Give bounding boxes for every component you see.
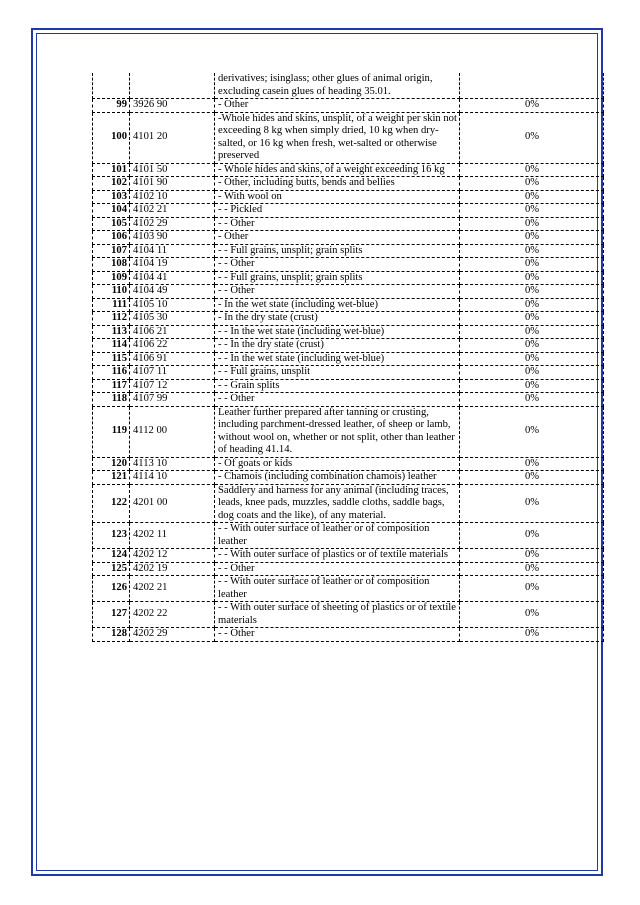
hs-code-cell: 4104 49 [130, 285, 215, 299]
tariff-rate-cell: 0% [460, 190, 604, 204]
table-row [93, 393, 604, 407]
description-cell: - In the dry state (crust) [215, 312, 460, 326]
table-row [93, 204, 604, 218]
tariff-rate-cell: 0% [460, 562, 604, 576]
table-row [93, 379, 604, 393]
description-cell: - Other, including butts, bends and bellies [215, 177, 460, 191]
row-number-cell: 115 [93, 352, 130, 366]
table-row [93, 366, 604, 380]
hs-code-cell: 4106 22 [130, 339, 215, 353]
hs-code-cell: 4101 50 [130, 163, 215, 177]
description-cell: - - In the wet state (including wet-blue) [215, 352, 460, 366]
hs-code-cell: 4114 10 [130, 471, 215, 485]
hs-code-cell: 4107 99 [130, 393, 215, 407]
row-number-cell: 101 [93, 163, 130, 177]
tariff-rate-cell: 0% [460, 99, 604, 113]
description-cell: - - Other [215, 217, 460, 231]
table-row [93, 285, 604, 299]
table-row [93, 352, 604, 366]
row-number-cell: 103 [93, 190, 130, 204]
description-cell: Saddlery and harness for any animal (including traces, leads, knee pads, muzzles, saddle cloths, saddle bags, dog coats and the like), of any material. [215, 484, 460, 523]
table-row [93, 549, 604, 563]
tariff-rate-cell: 0% [460, 352, 604, 366]
hs-code-cell: 4107 11 [130, 366, 215, 380]
hs-code-cell: 4106 91 [130, 352, 215, 366]
table-row [93, 484, 604, 523]
description-cell: - - Other [215, 628, 460, 642]
description-cell: - Other [215, 231, 460, 245]
table-row [93, 99, 604, 113]
table-row [93, 231, 604, 245]
hs-code-cell: 4107 12 [130, 379, 215, 393]
hs-code-cell: 4202 19 [130, 562, 215, 576]
hs-code-cell: 4102 29 [130, 217, 215, 231]
row-number-cell: 107 [93, 244, 130, 258]
description-cell: - - Full grains, unsplit; grain splits [215, 271, 460, 285]
row-number-cell: 102 [93, 177, 130, 191]
row-number-cell: 99 [93, 99, 130, 113]
tariff-rate-cell: 0% [460, 298, 604, 312]
row-number-cell: 113 [93, 325, 130, 339]
tariff-rate-cell: 0% [460, 602, 604, 628]
row-number-cell: 109 [93, 271, 130, 285]
hs-code-cell: 3926 90 [130, 99, 215, 113]
tariff-rate-cell: 0% [460, 163, 604, 177]
table-row [93, 562, 604, 576]
tariff-rate-cell [460, 73, 604, 99]
row-number-cell: 128 [93, 628, 130, 642]
row-number-cell: 124 [93, 549, 130, 563]
table-row [93, 339, 604, 353]
description-cell: - Other [215, 99, 460, 113]
description-cell: - - With outer surface of leather or of composition leather [215, 576, 460, 602]
hs-code-cell [130, 73, 215, 99]
table-row [93, 457, 604, 471]
hs-code-cell: 4102 21 [130, 204, 215, 218]
row-number-cell: 112 [93, 312, 130, 326]
row-number-cell: 119 [93, 406, 130, 457]
description-cell: -Whole hides and skins, unsplit, of a weight per skin not exceeding 8 kg when simply dried, 10 kg when dry-salted, or 16 kg when fresh, wet-salted or otherwise preserved [215, 112, 460, 163]
description-cell: - - With outer surface of plastics or of textile materials [215, 549, 460, 563]
tariff-rate-cell: 0% [460, 339, 604, 353]
row-number-cell: 118 [93, 393, 130, 407]
tariff-rate-cell: 0% [460, 576, 604, 602]
hs-code-cell: 4104 11 [130, 244, 215, 258]
row-number-cell: 122 [93, 484, 130, 523]
tariff-rate-cell: 0% [460, 112, 604, 163]
table-row [93, 73, 604, 99]
hs-code-cell: 4104 19 [130, 258, 215, 272]
table-row [93, 471, 604, 485]
row-number-cell: 110 [93, 285, 130, 299]
description-cell: - - Other [215, 562, 460, 576]
tariff-rate-cell: 0% [460, 457, 604, 471]
description-cell: Leather further prepared after tanning or crusting, including parchment-dressed leather, of sheep or lamb, without wool on, whether or not split, other than leather of heading 41.14. [215, 406, 460, 457]
tariff-rate-cell: 0% [460, 244, 604, 258]
hs-code-cell: 4112 00 [130, 406, 215, 457]
description-cell: derivatives; isinglass; other glues of animal origin, excluding casein glues of heading 35.01. [215, 73, 460, 99]
tariff-rate-cell: 0% [460, 406, 604, 457]
description-cell: - - With outer surface of leather or of composition leather [215, 523, 460, 549]
table-row [93, 258, 604, 272]
tariff-rate-cell: 0% [460, 393, 604, 407]
description-cell: - Chamois (including combination chamois) leather [215, 471, 460, 485]
tariff-rate-cell: 0% [460, 471, 604, 485]
description-cell: - - In the dry state (crust) [215, 339, 460, 353]
hs-code-cell: 4103 90 [130, 231, 215, 245]
description-cell: - Whole hides and skins, of a weight exceeding 16 kg [215, 163, 460, 177]
tariff-rate-cell: 0% [460, 258, 604, 272]
tariff-table-body [93, 73, 604, 641]
tariff-rate-cell: 0% [460, 325, 604, 339]
tariff-rate-cell: 0% [460, 204, 604, 218]
hs-code-cell: 4106 21 [130, 325, 215, 339]
tariff-rate-cell: 0% [460, 285, 604, 299]
description-cell: - - In the wet state (including wet-blue) [215, 325, 460, 339]
row-number-cell: 121 [93, 471, 130, 485]
tariff-rate-cell: 0% [460, 231, 604, 245]
hs-code-cell: 4102 10 [130, 190, 215, 204]
row-number-cell: 116 [93, 366, 130, 380]
tariff-rate-cell: 0% [460, 628, 604, 642]
table-row [93, 298, 604, 312]
tariff-rate-cell: 0% [460, 312, 604, 326]
tariff-rate-cell: 0% [460, 366, 604, 380]
row-number-cell: 111 [93, 298, 130, 312]
table-row [93, 271, 604, 285]
hs-code-cell: 4202 29 [130, 628, 215, 642]
hs-code-cell: 4202 12 [130, 549, 215, 563]
row-number-cell: 114 [93, 339, 130, 353]
row-number-cell: 125 [93, 562, 130, 576]
table-row [93, 312, 604, 326]
hs-code-cell: 4105 30 [130, 312, 215, 326]
table-row [93, 523, 604, 549]
table-row [93, 406, 604, 457]
description-cell: - - Other [215, 258, 460, 272]
row-number-cell: 126 [93, 576, 130, 602]
table-row [93, 177, 604, 191]
description-cell: - With wool on [215, 190, 460, 204]
hs-code-cell: 4105 10 [130, 298, 215, 312]
description-cell: - - Full grains, unsplit; grain splits [215, 244, 460, 258]
row-number-cell [93, 73, 130, 99]
table-row [93, 325, 604, 339]
row-number-cell: 108 [93, 258, 130, 272]
table-row [93, 576, 604, 602]
tariff-rate-cell: 0% [460, 523, 604, 549]
description-cell: - - Other [215, 285, 460, 299]
table-row [93, 190, 604, 204]
table-row [93, 217, 604, 231]
table-row [93, 112, 604, 163]
hs-code-cell: 4104 41 [130, 271, 215, 285]
row-number-cell: 100 [93, 112, 130, 163]
hs-code-cell: 4202 21 [130, 576, 215, 602]
tariff-rate-cell: 0% [460, 484, 604, 523]
description-cell: - - Full grains, unsplit [215, 366, 460, 380]
description-cell: - Of goats or kids [215, 457, 460, 471]
row-number-cell: 106 [93, 231, 130, 245]
tariff-rate-cell: 0% [460, 177, 604, 191]
hs-code-cell: 4202 11 [130, 523, 215, 549]
table-row [93, 628, 604, 642]
table-row [93, 602, 604, 628]
table-row [93, 244, 604, 258]
hs-code-cell: 4101 90 [130, 177, 215, 191]
description-cell: - In the wet state (including wet-blue) [215, 298, 460, 312]
description-cell: - - Other [215, 393, 460, 407]
table-row [93, 163, 604, 177]
description-cell: - - Grain splits [215, 379, 460, 393]
tariff-table [92, 73, 604, 642]
tariff-rate-cell: 0% [460, 271, 604, 285]
description-cell: - - Pickled [215, 204, 460, 218]
row-number-cell: 117 [93, 379, 130, 393]
hs-code-cell: 4101 20 [130, 112, 215, 163]
tariff-rate-cell: 0% [460, 217, 604, 231]
tariff-rate-cell: 0% [460, 549, 604, 563]
row-number-cell: 123 [93, 523, 130, 549]
row-number-cell: 105 [93, 217, 130, 231]
hs-code-cell: 4202 22 [130, 602, 215, 628]
hs-code-cell: 4201 00 [130, 484, 215, 523]
row-number-cell: 120 [93, 457, 130, 471]
description-cell: - - With outer surface of sheeting of plastics or of textile materials [215, 602, 460, 628]
row-number-cell: 127 [93, 602, 130, 628]
hs-code-cell: 4113 10 [130, 457, 215, 471]
row-number-cell: 104 [93, 204, 130, 218]
tariff-rate-cell: 0% [460, 379, 604, 393]
